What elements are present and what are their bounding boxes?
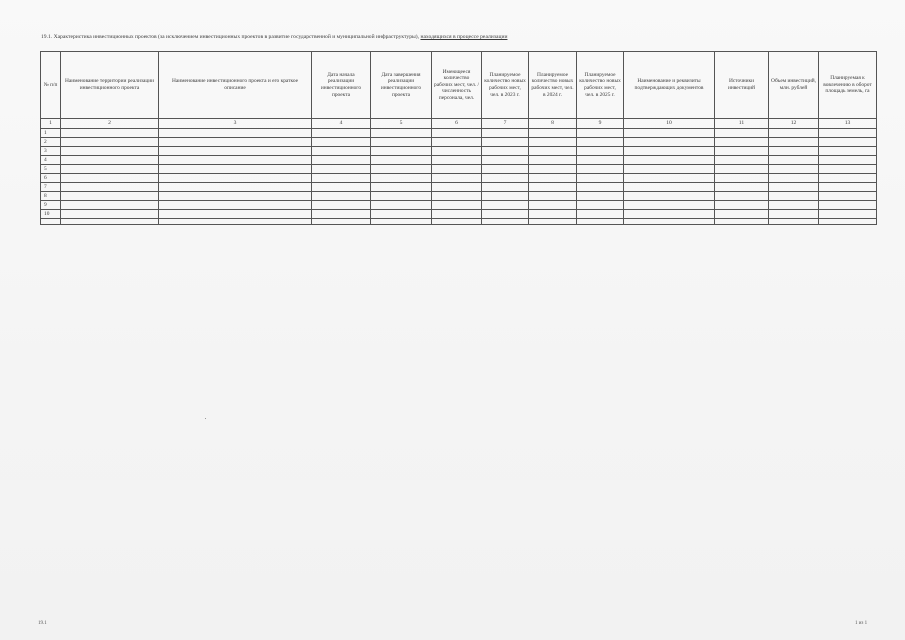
table-cell xyxy=(61,129,159,138)
table-cell xyxy=(432,192,482,201)
table-cell xyxy=(312,201,371,210)
table-cell xyxy=(819,138,877,147)
section-heading-text: 19.1. Характеристика инвестиционных проектов (за исключением инвестиционных проектов в развитие государственной и муниципальной инфраструктуры), xyxy=(41,34,420,40)
table-cell xyxy=(371,174,432,183)
table-cell xyxy=(159,201,312,210)
table-cell xyxy=(482,129,529,138)
table-cell xyxy=(715,147,769,156)
column-number-row xyxy=(41,119,877,129)
table-cell xyxy=(371,183,432,192)
table-cell xyxy=(819,201,877,210)
table-cell xyxy=(432,210,482,219)
table-cell xyxy=(312,129,371,138)
table-cell xyxy=(624,210,715,219)
table-cell xyxy=(769,174,819,183)
table-row xyxy=(41,183,877,192)
column-number: 7 xyxy=(482,119,529,129)
table-cell xyxy=(529,138,577,147)
row-number: 6 xyxy=(41,174,61,183)
table-cell xyxy=(577,138,624,147)
table-cell xyxy=(482,156,529,165)
column-number: 8 xyxy=(529,119,577,129)
table-cell xyxy=(529,129,577,138)
table-cell xyxy=(482,174,529,183)
row-number: 10 xyxy=(41,210,61,219)
table-cell xyxy=(769,156,819,165)
table-cell xyxy=(159,174,312,183)
header-col-13: Планируемая к вовлечению в оборот площадь земель, га xyxy=(819,52,877,119)
table-row xyxy=(41,192,877,201)
table-cell xyxy=(819,129,877,138)
table-cell xyxy=(819,174,877,183)
table-row-empty xyxy=(41,219,877,225)
table-cell xyxy=(312,210,371,219)
table-cell xyxy=(312,165,371,174)
table-cell xyxy=(715,138,769,147)
investment-projects-table xyxy=(40,51,877,225)
table-cell xyxy=(819,147,877,156)
section-heading-underlined: находящихся в процессе реализации xyxy=(420,34,508,40)
table-cell xyxy=(432,174,482,183)
row-number: 9 xyxy=(41,201,61,210)
header-col-2: Наименование территории реализации инвестиционного проекта xyxy=(61,52,159,119)
table-row xyxy=(41,147,877,156)
table-cell xyxy=(432,129,482,138)
row-number: 8 xyxy=(41,192,61,201)
column-number: 3 xyxy=(159,119,312,129)
table-cell xyxy=(312,192,371,201)
table-cell xyxy=(624,219,715,225)
table-cell xyxy=(577,210,624,219)
table-cell xyxy=(371,129,432,138)
table-cell xyxy=(61,138,159,147)
table-cell xyxy=(159,210,312,219)
table-cell xyxy=(482,183,529,192)
table-cell xyxy=(769,147,819,156)
table-cell xyxy=(577,156,624,165)
header-col-6: Имеющееся количество рабочих мест, чел. / численность персонала, чел. xyxy=(432,52,482,119)
table-cell xyxy=(312,147,371,156)
footer-page-count: 1 из 1 xyxy=(855,621,868,626)
column-number: 11 xyxy=(715,119,769,129)
table-cell xyxy=(312,156,371,165)
table-cell xyxy=(819,219,877,225)
table-cell xyxy=(529,210,577,219)
table-cell xyxy=(577,201,624,210)
header-col-1: № п/п xyxy=(41,52,61,119)
column-number: 13 xyxy=(819,119,877,129)
table-cell xyxy=(529,147,577,156)
table-cell xyxy=(482,219,529,225)
table-cell xyxy=(312,219,371,225)
table-cell xyxy=(529,201,577,210)
table-cell xyxy=(715,156,769,165)
table-row xyxy=(41,210,877,219)
table-cell xyxy=(769,210,819,219)
header-col-8: Планируемое количество новых рабочих мест, чел. в 2024 г. xyxy=(529,52,577,119)
header-col-9: Планируемое количество новых рабочих мест, чел. в 2025 г. xyxy=(577,52,624,119)
column-number: 4 xyxy=(312,119,371,129)
table-cell xyxy=(371,210,432,219)
table-cell xyxy=(371,219,432,225)
table-cell xyxy=(61,147,159,156)
table-cell xyxy=(715,183,769,192)
table-row xyxy=(41,174,877,183)
column-number: 12 xyxy=(769,119,819,129)
header-col-5: Дата завершения реализации инвестиционного проекта xyxy=(371,52,432,119)
row-number: 3 xyxy=(41,147,61,156)
table-cell xyxy=(769,201,819,210)
table-cell xyxy=(577,219,624,225)
table-cell xyxy=(61,156,159,165)
table-cell xyxy=(715,201,769,210)
table-cell xyxy=(529,183,577,192)
table-cell xyxy=(61,201,159,210)
table-cell xyxy=(624,174,715,183)
table-cell xyxy=(159,156,312,165)
scan-speck xyxy=(205,418,206,419)
table-cell xyxy=(577,129,624,138)
table-cell xyxy=(529,165,577,174)
row-number: 1 xyxy=(41,129,61,138)
table-cell xyxy=(432,183,482,192)
table-cell xyxy=(769,138,819,147)
table-cell xyxy=(61,192,159,201)
table-header-row xyxy=(41,52,877,119)
table-cell xyxy=(432,147,482,156)
table-cell xyxy=(715,129,769,138)
table-cell xyxy=(482,201,529,210)
table-cell xyxy=(312,138,371,147)
table-cell xyxy=(624,165,715,174)
table-cell xyxy=(371,201,432,210)
table-cell xyxy=(715,174,769,183)
table-cell xyxy=(529,192,577,201)
table-cell xyxy=(41,219,61,225)
table-row xyxy=(41,201,877,210)
table-cell xyxy=(769,192,819,201)
table-row xyxy=(41,129,877,138)
table-cell xyxy=(482,138,529,147)
table-cell xyxy=(159,165,312,174)
table-cell xyxy=(819,210,877,219)
section-heading xyxy=(41,34,507,40)
column-number: 6 xyxy=(432,119,482,129)
table-cell xyxy=(371,165,432,174)
table-cell xyxy=(624,138,715,147)
table-cell xyxy=(482,165,529,174)
table-cell xyxy=(61,183,159,192)
table-cell xyxy=(715,210,769,219)
header-col-7: Планируемое количество новых рабочих мест, чел. в 2023 г. xyxy=(482,52,529,119)
table-cell xyxy=(769,165,819,174)
table-cell xyxy=(624,192,715,201)
table-cell xyxy=(61,210,159,219)
table-cell xyxy=(577,174,624,183)
table-cell xyxy=(769,183,819,192)
table-cell xyxy=(715,219,769,225)
table-row xyxy=(41,156,877,165)
table-row xyxy=(41,138,877,147)
table-cell xyxy=(432,219,482,225)
table-cell xyxy=(371,147,432,156)
table-cell xyxy=(159,192,312,201)
table-cell xyxy=(159,147,312,156)
table-cell xyxy=(432,201,482,210)
table-cell xyxy=(529,156,577,165)
row-number: 2 xyxy=(41,138,61,147)
table-cell xyxy=(61,219,159,225)
table-cell xyxy=(371,138,432,147)
row-number: 5 xyxy=(41,165,61,174)
table-cell xyxy=(715,192,769,201)
table-cell xyxy=(715,165,769,174)
table-cell xyxy=(432,156,482,165)
table-cell xyxy=(819,156,877,165)
table-cell xyxy=(577,165,624,174)
header-col-10: Наименование и реквизиты подтверждающих документов xyxy=(624,52,715,119)
table-cell xyxy=(159,183,312,192)
table-cell xyxy=(624,201,715,210)
table-cell xyxy=(624,183,715,192)
table-cell xyxy=(819,165,877,174)
table-cell xyxy=(312,174,371,183)
table-cell xyxy=(577,147,624,156)
table-cell xyxy=(61,165,159,174)
table-cell xyxy=(529,174,577,183)
table-cell xyxy=(577,192,624,201)
table-cell xyxy=(482,192,529,201)
header-col-3: Наименование инвестиционного проекта и его краткое описание xyxy=(159,52,312,119)
header-col-4: Дата начала реализации инвестиционного проекта xyxy=(312,52,371,119)
table-cell xyxy=(819,183,877,192)
row-number: 4 xyxy=(41,156,61,165)
table-cell xyxy=(159,138,312,147)
table-cell xyxy=(624,147,715,156)
table-cell xyxy=(769,129,819,138)
row-number: 7 xyxy=(41,183,61,192)
table-cell xyxy=(61,174,159,183)
table-cell xyxy=(159,129,312,138)
table-body xyxy=(41,129,877,225)
column-number: 9 xyxy=(577,119,624,129)
table-cell xyxy=(432,165,482,174)
column-number: 5 xyxy=(371,119,432,129)
footer-section-number: 19.1 xyxy=(38,621,47,626)
table-cell xyxy=(819,192,877,201)
table-row xyxy=(41,165,877,174)
column-number: 10 xyxy=(624,119,715,129)
column-number: 1 xyxy=(41,119,61,129)
table-cell xyxy=(159,219,312,225)
table-cell xyxy=(312,183,371,192)
table-cell xyxy=(371,192,432,201)
table-cell xyxy=(577,183,624,192)
table-cell xyxy=(432,138,482,147)
table-cell xyxy=(624,129,715,138)
header-col-11: Источники инвестиций xyxy=(715,52,769,119)
table-cell xyxy=(769,219,819,225)
header-col-12: Объем инвестиций, млн. рублей xyxy=(769,52,819,119)
table-cell xyxy=(482,147,529,156)
table-cell xyxy=(529,219,577,225)
table-cell xyxy=(624,156,715,165)
table-cell xyxy=(482,210,529,219)
column-number: 2 xyxy=(61,119,159,129)
table-cell xyxy=(371,156,432,165)
